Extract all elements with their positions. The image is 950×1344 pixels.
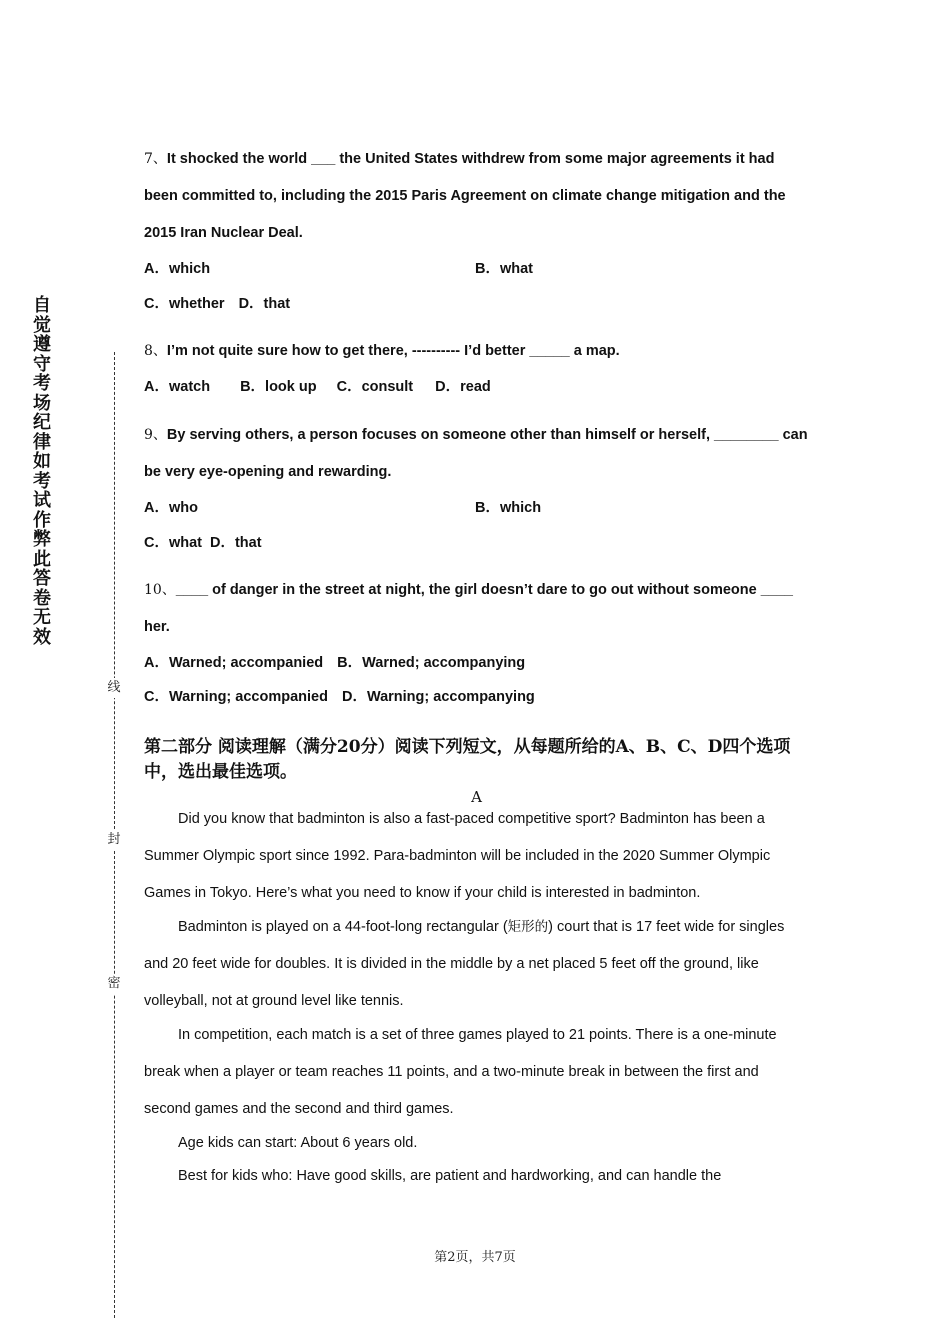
options-row [144,370,809,405]
question-stem [144,572,809,646]
question-7 [144,141,809,322]
page-footer: 第2页，共7页 [434,1250,516,1265]
option-a[interactable]: A．which [144,261,211,277]
passage-paragraph-2 [144,909,809,1020]
option-c[interactable]: C．consult [336,379,414,395]
question-number: 10、 [144,582,176,598]
option-c[interactable]: C．Warning; accompanied [144,689,328,705]
option-a[interactable]: A．Warned; accompanied [144,655,324,671]
option-b[interactable]: B．which [475,500,542,516]
option-c[interactable]: C．what [144,535,202,551]
question-text: By serving others, a person focuses on someone other than himself or herself, ________ can be very eye-opening and rewarding. [144,427,808,480]
option-d[interactable]: D．read [435,379,491,395]
option-b[interactable]: B．what [475,261,533,277]
question-number: 7、 [144,151,167,167]
option-a[interactable]: A．who [144,500,198,516]
options-row [144,526,809,561]
question-stem [144,141,809,252]
section-heading: 第二部分 阅读理解（满分20分）阅读下列短文，从每题所给的A、B、C、D四个选项中，选出最佳选项。 [144,737,791,782]
passage-paragraph-4: Age kids can start: About 6 years old. [178,1135,418,1151]
question-10 [144,572,809,714]
paragraph-text: ) court that is 17 feet wide for singles and 20 feet wide for doubles. It is divided in the middle by a net placed 5 feet off the ground, like volleyball, not at ground level like tennis. [144,919,785,1009]
exam-rules-notice: 自觉遵守考场纪律如考试作弊此答卷无效 [33,295,51,648]
binding-mark-mi: 密 [104,974,124,994]
option-d[interactable]: D．Warning; accompanying [341,689,535,705]
option-d[interactable]: D．that [238,296,291,312]
option-b[interactable]: B．look up [240,379,317,395]
passage-label: A [471,788,482,806]
options-row [144,491,809,526]
binding-mark-xian: 线 [104,678,124,698]
binding-mark-feng: 封 [104,830,124,850]
question-stem [144,417,809,491]
question-number: 9、 [144,427,167,443]
question-text: ____ of danger in the street at night, the girl doesn’t dare to go out without someone ____ her. [144,582,793,635]
option-c[interactable]: C．whether [144,296,225,312]
options-row [144,252,809,287]
option-a[interactable]: A．watch [144,379,211,395]
question-number: 8、 [144,343,167,359]
question-stem [144,333,809,370]
question-text: I’m not quite sure how to get there, ---------- I’d better _____ a map. [166,343,620,359]
question-8 [144,333,809,405]
options-row [144,680,809,714]
passage-paragraph-5: Best for kids who: Have good skills, are patient and hardworking, and can handle the [178,1168,722,1184]
chinese-gloss: 矩形的 [507,919,549,935]
question-9 [144,417,809,561]
option-b[interactable]: B．Warned; accompanying [337,655,526,671]
question-text: It shocked the world ___ the United States withdrew from some major agreements it had been committed to, including the 2015 Paris Agreement on climate change mitigation and the 2015 Iran Nuclear Deal. [144,151,786,241]
passage-paragraph-3: In competition, each match is a set of three games played to 21 points. There is a one-minute break when a player or team reaches 11 points, and a two-minute break in between the first and second games and the second and third games. [144,1027,777,1117]
option-d[interactable]: D．that [210,535,262,551]
passage-paragraph-1: Did you know that badminton is also a fast-paced competitive sport? Badminton has been a Summer Olympic sport since 1992. Para-badminton will be included in the 2020 Summer Olympic Games in Tokyo. Here’s what you need to know if your child is interested in badminton. [144,811,771,901]
options-row [144,287,809,322]
paragraph-text: Badminton is played on a 44-foot-long rectangular ( [178,919,508,935]
options-row [144,646,809,680]
